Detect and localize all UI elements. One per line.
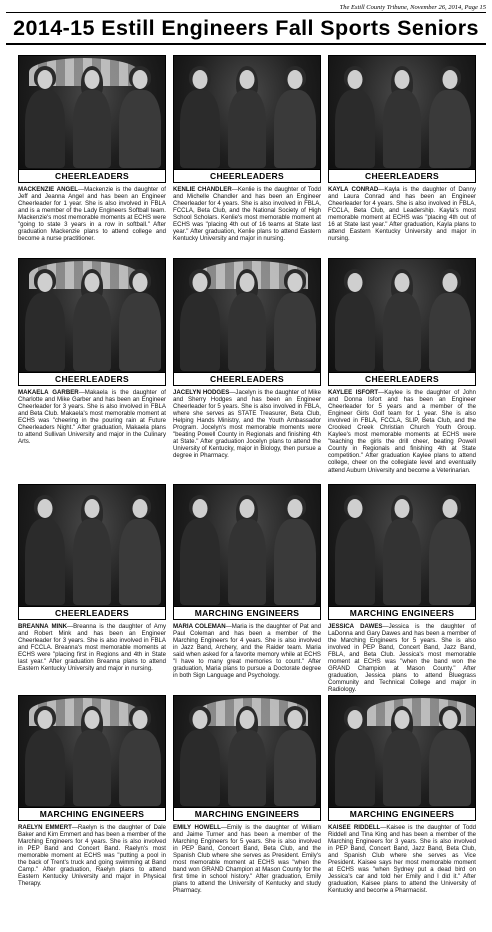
activity-caption: CHEERLEADERS	[174, 372, 320, 385]
person-figure	[228, 495, 266, 605]
face	[443, 499, 458, 518]
senior-name: RAELYN EMMERT	[18, 824, 72, 831]
person-figure	[429, 66, 471, 168]
person-figure	[335, 66, 375, 168]
torso	[25, 519, 65, 605]
face	[193, 710, 208, 729]
face	[288, 499, 303, 518]
person-figure	[73, 269, 111, 371]
face	[288, 70, 303, 89]
senior-name: KAYLEE ISFORT	[328, 389, 379, 396]
senior-bio	[328, 623, 476, 693]
torso	[335, 519, 375, 605]
senior-bio-text: —Jacelyn is the daughter of Mike and Sherry Hodges and has been an Engineer Cheerleader for 5 years. She is also involved in FBLA, where she serves as STATE Treasurer, Beta Club, Helping Hands Ministry, and the Youth Ambassador Program. Jocelyn's most memorable moments were "beating Powell County in Regionals and finishing 4th at State." After graduation Jocelyn plans to attend the University of Kentucky, major in Biology, then pursue a degree in Pharmacy.	[173, 389, 321, 460]
person-figure	[180, 495, 220, 605]
page-title: 2014-15 Estill Engineers Fall Sports Seniors	[13, 16, 479, 40]
face	[38, 70, 53, 89]
running-head: The Estill County Tribune, November 26, 2014, Page 15	[6, 3, 486, 13]
person-figure	[25, 269, 65, 371]
person-figure	[335, 495, 375, 605]
senior-photo	[328, 484, 476, 620]
senior-bio-text: —Raelyn is the daughter of Dale Baker and Kim Emmert and has been a member of the Marching Engineers for 4 years. She is also involved in PEP Band and Concert Band. Raelyn's most memorable moment at ECHS was "putting a pool in the back of Trent's truck and going swimming at Band Camp." After graduation, Raelyn plans to attend Eastern Kentucky University and major in Physical Therapy.	[18, 824, 166, 888]
torso	[429, 293, 471, 371]
torso	[228, 90, 266, 168]
face	[443, 273, 458, 292]
torso	[228, 730, 266, 806]
person-figure	[25, 66, 65, 168]
face	[443, 70, 458, 89]
torso	[274, 293, 316, 371]
senior-bio-text: —Kayla is the daughter of Danny and Laura Conrad and has been an Engineer Cheerleader for 4 years. She is also involved in FBLA, FCCLA, Beta Club, and Leadership. Kayla's most memorable moment at ECHS was "placing 4th out of 16 at State last year." After graduation, Kayla plans to attend Eastern Kentucky University and major in nursing.	[328, 186, 476, 243]
torso	[73, 90, 111, 168]
senior-photo	[18, 258, 166, 386]
torso	[228, 519, 266, 605]
senior-name: MARIA COLEMAN	[173, 623, 226, 630]
torso	[119, 519, 161, 605]
torso	[119, 730, 161, 806]
face	[38, 499, 53, 518]
senior-photo	[328, 55, 476, 183]
senior-bio	[18, 186, 166, 242]
senior-name: EMILY HOWELL	[173, 824, 221, 831]
torso	[335, 293, 375, 371]
senior-bio-text: —Kaylee is the daughter of John and Donna Isfort and has been an Engineer Cheerleader for 5 years and a member of the Engineer Girls Golf team for 1 year. She is also involved in FBLA, FCCLA, SLIP, Beta Club, and the Crooked Creek Christian Church Youth Group. Kaylee's most memorable moments at ECHS were "teaching the girls the drill cheer, beating Powell County in Regionals and finishing 4th at State competition." After graduation Kaylee plans to attend college, cheer on the collegiate level and eventually attend Auburn University and become a Veterinarian.	[328, 389, 476, 474]
person-figure	[383, 706, 421, 806]
senior-name: KENLIE CHANDLER	[173, 186, 232, 193]
person-figure	[180, 706, 220, 806]
senior-bio-text: —Breanna is the daughter of Amy and Robert Mink and has been an Engineer Cheerleader for 3 years. She is also involved in FBLA and FCCLA. Breanna's most memorable moments at ECHS were "placing first in Regions and 4th in State last year." After graduation Breanna plans to attend Eastern Kentucky University and major in nursing.	[18, 623, 166, 673]
activity-caption: CHEERLEADERS	[174, 169, 320, 182]
face	[85, 710, 100, 729]
torso	[383, 90, 421, 168]
face	[240, 499, 255, 518]
activity-caption: CHEERLEADERS	[19, 169, 165, 182]
torso	[429, 730, 471, 806]
activity-caption: MARCHING ENGINEERS	[174, 606, 320, 619]
senior-bio-text: —Makaela is the daughter of Charlotte and Mike Garber and has been an Engineer Cheerleader for 3 years. She is also involved in FBLA and Beta Club. Makaela's most memorable moment at ECHS was "cheering in the pouring rain at Future Cheerleaders Night." After graduation, Makaela plans to attend Sullivan University and major in the Culinary Arts.	[18, 389, 166, 446]
senior-name: JESSICA DAWES	[328, 623, 383, 630]
torso	[274, 519, 316, 605]
person-figure	[119, 66, 161, 168]
senior-bio-text: —Jessica is the daughter of LaDonna and Gary Dawes and has been a member of the Marching Engineers for 5 years. She is also involved in PEP Band, Concert Band, Jazz Band, FBLA, and Beta Club. Jessica's most memorable moment at ECHS was "when the band won the GRAND Champion at Mason County." After graduation, Jessica plans to attend Bluegrass Community and Technical College and major in Radiology.	[328, 623, 477, 694]
person-figure	[429, 706, 471, 806]
person-figure	[228, 706, 266, 806]
person-figure	[73, 66, 111, 168]
face	[395, 710, 410, 729]
torso	[335, 90, 375, 168]
senior-bio-text: —Maria is the daughter of Pat and Paul Coleman and has been a member of the Marching Engineers for 4 years. She is also involved in Jazz Band, Archery, and the Raider team. Maria said when asked for a favorite memory while at ECHS "I have to many great memories to count." After graduation, Maria plans to pursue a Doctorate degree in both Sign Language and Psychology.	[173, 623, 321, 680]
person-figure	[429, 269, 471, 371]
senior-bio	[328, 824, 476, 894]
person-figure	[335, 706, 375, 806]
torso	[274, 730, 316, 806]
senior-name: JACELYN HODGES	[173, 389, 230, 396]
person-figure	[228, 269, 266, 371]
face	[133, 710, 148, 729]
person-figure	[228, 66, 266, 168]
senior-bio	[328, 186, 476, 242]
senior-bio-text: —Kaisee is the daughter of Todd Riddell and Tina King and has been a member of the Marching Engineers for 3 years. She is also involved in PEP Band, Concert Band, Jazz Band, Beta Club, and Spanish Club where she serves as Vice President. Kaisee says her most memorable moment at ECHS was "when Sydney put a dead bird on Jessica's car and told her Emily and I did it." After graduation, Kaisee plans to attend the University of Kentucky and become a Pharmacist.	[328, 824, 476, 895]
person-figure	[180, 66, 220, 168]
torso	[25, 730, 65, 806]
torso	[180, 90, 220, 168]
person-figure	[119, 495, 161, 605]
face	[395, 499, 410, 518]
torso	[180, 730, 220, 806]
person-figure	[119, 706, 161, 806]
person-figure	[73, 495, 111, 605]
torso	[228, 293, 266, 371]
face	[240, 710, 255, 729]
torso	[119, 293, 161, 371]
senior-name: KAYLA CONRAD	[328, 186, 379, 193]
title-rule	[6, 43, 486, 45]
senior-bio	[328, 389, 476, 474]
face	[193, 499, 208, 518]
face	[193, 70, 208, 89]
torso	[119, 90, 161, 168]
senior-bio	[173, 389, 321, 459]
torso	[25, 293, 65, 371]
face	[395, 70, 410, 89]
face	[395, 273, 410, 292]
torso	[383, 519, 421, 605]
senior-photo	[18, 55, 166, 183]
activity-caption: CHEERLEADERS	[329, 169, 475, 182]
face	[240, 273, 255, 292]
activity-caption: MARCHING ENGINEERS	[19, 807, 165, 820]
face	[288, 710, 303, 729]
person-figure	[383, 66, 421, 168]
face	[38, 710, 53, 729]
person-figure	[274, 269, 316, 371]
torso	[73, 519, 111, 605]
senior-bio	[173, 623, 321, 679]
person-figure	[180, 269, 220, 371]
activity-caption: MARCHING ENGINEERS	[329, 606, 475, 619]
senior-name: KAISEE RIDDELL	[328, 824, 381, 831]
face	[348, 70, 363, 89]
face	[193, 273, 208, 292]
torso	[73, 293, 111, 371]
person-figure	[335, 269, 375, 371]
torso	[383, 293, 421, 371]
torso	[383, 730, 421, 806]
senior-bio	[173, 186, 321, 242]
face	[85, 273, 100, 292]
activity-caption: CHEERLEADERS	[329, 372, 475, 385]
torso	[274, 90, 316, 168]
face	[443, 710, 458, 729]
senior-bio-text: —Mackenzie is the daughter of Jeff and Jeanna Angel and has been an Engineer Cheerleader for 1 year. She is also involved in FBLA and is a member of the Lady Engineers Softball team. Mackenzie's most memorable moments at ECHS were "going to state 3 years in a row in softball." After graduation Mackenzie plans to attend college and become a nurse practitioner.	[18, 186, 166, 243]
face	[348, 273, 363, 292]
person-figure	[429, 495, 471, 605]
senior-bio-text: —Kenlie is the daughter of Todd and Michelle Chandler and has been an Engineer Cheerleader for 4 years. She is also involved in FBLA, FCCLA, Beta Club, and the National Society of High School Scholars. Kenlie's most memorable moment at ECHS was "placing 4th out of 16 teams at State last year." After graduation, Kenlie plans to attend Eastern Kentucky University and major in nursing.	[173, 186, 321, 243]
face	[133, 273, 148, 292]
face	[38, 273, 53, 292]
senior-photo	[173, 55, 321, 183]
activity-caption: MARCHING ENGINEERS	[174, 807, 320, 820]
person-figure	[274, 495, 316, 605]
senior-photo	[18, 695, 166, 821]
face	[85, 70, 100, 89]
senior-name: MAKAELA GARBER	[18, 389, 79, 396]
torso	[180, 519, 220, 605]
face	[133, 70, 148, 89]
senior-bio	[18, 824, 166, 887]
senior-bio	[18, 389, 166, 445]
senior-photo	[18, 484, 166, 620]
face	[348, 710, 363, 729]
activity-caption: CHEERLEADERS	[19, 606, 165, 619]
torso	[429, 90, 471, 168]
face	[85, 499, 100, 518]
senior-name: BREANNA MINK	[18, 623, 68, 630]
torso	[180, 293, 220, 371]
person-figure	[274, 706, 316, 806]
face	[288, 273, 303, 292]
activity-caption: CHEERLEADERS	[19, 372, 165, 385]
torso	[429, 519, 471, 605]
senior-name: MACKENZIE ANGEL	[18, 186, 79, 193]
person-figure	[383, 495, 421, 605]
torso	[25, 90, 65, 168]
person-figure	[73, 706, 111, 806]
face	[133, 499, 148, 518]
senior-bio	[18, 623, 166, 672]
torso	[73, 730, 111, 806]
torso	[335, 730, 375, 806]
person-figure	[25, 495, 65, 605]
person-figure	[383, 269, 421, 371]
face	[240, 70, 255, 89]
senior-photo	[328, 258, 476, 386]
senior-bio-text: —Emily is the daughter of William and Jaime Turner and has been a member of the Marching Engineers for 5 years. She is also involved in PEP Band, Concert Band, Beta Club, and the Spanish Club where she serves as President. Emily's most memorable moment at ECHS was "when the band won GRAND Champion at Mason County for the first time in school history." After graduation, Emily plans to attend the University of Kentucky and study Pharmacy.	[173, 824, 321, 895]
activity-caption: MARCHING ENGINEERS	[329, 807, 475, 820]
senior-bio	[173, 824, 321, 894]
person-figure	[25, 706, 65, 806]
senior-photo	[173, 695, 321, 821]
senior-photo	[173, 484, 321, 620]
person-figure	[274, 66, 316, 168]
person-figure	[119, 269, 161, 371]
senior-photo	[328, 695, 476, 821]
senior-photo	[173, 258, 321, 386]
face	[348, 499, 363, 518]
